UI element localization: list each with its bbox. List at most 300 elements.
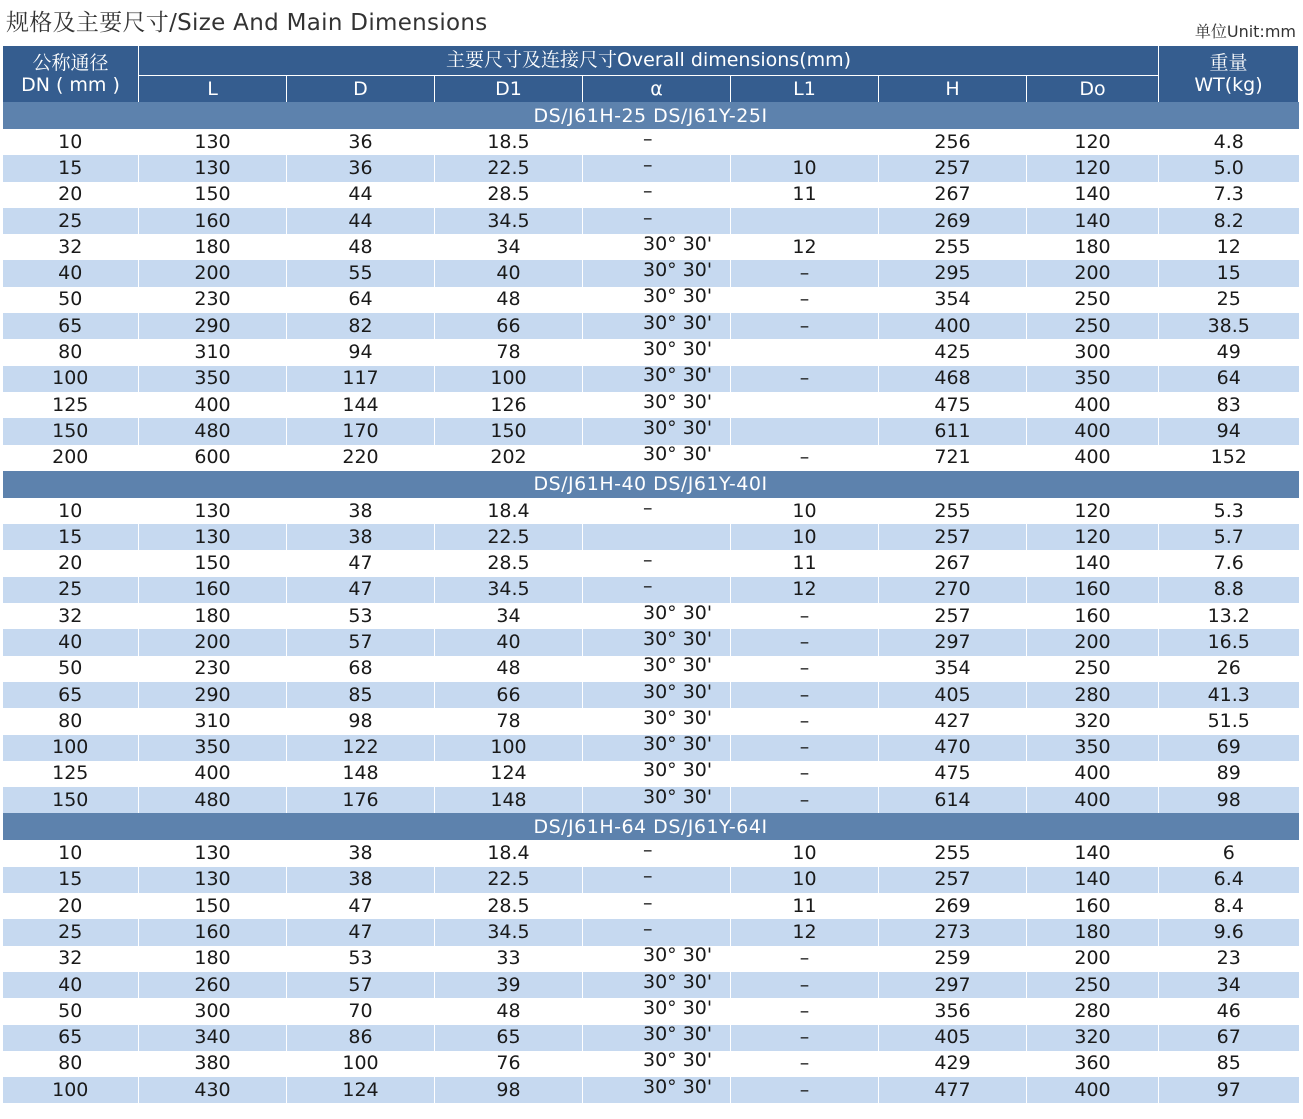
- table-cell: 66: [435, 313, 583, 339]
- table-cell: 255: [879, 498, 1027, 524]
- table-cell: 176: [287, 787, 435, 813]
- section-title-group: [3, 813, 1299, 840]
- table-cell: –: [731, 260, 879, 286]
- table-cell: 12: [1159, 234, 1299, 260]
- table-cell: –: [731, 603, 879, 629]
- table-cell: 12: [731, 234, 879, 260]
- table-row: [3, 445, 1299, 471]
- table-cell: [583, 129, 731, 155]
- alpha-value: 30° 30': [643, 1050, 713, 1072]
- table-cell: 57: [287, 972, 435, 998]
- table-cell: 89: [1159, 761, 1299, 787]
- table-cell: 18.4: [435, 498, 583, 524]
- table-cell: 11: [731, 182, 879, 208]
- table-cell: 25: [3, 208, 139, 234]
- table-cell: 100: [287, 1051, 435, 1077]
- table-cell: 297: [879, 629, 1027, 655]
- section-title-row: [3, 471, 1299, 498]
- table-cell: 120: [1027, 498, 1159, 524]
- table-cell: 148: [435, 787, 583, 813]
- table-row: [3, 287, 1299, 313]
- table-cell: [731, 339, 879, 365]
- table-cell: 94: [287, 339, 435, 365]
- table-cell: 200: [139, 260, 287, 286]
- alpha-value: –: [643, 155, 653, 176]
- table-cell: 38.5: [1159, 313, 1299, 339]
- table-cell: 180: [1027, 234, 1159, 260]
- table-cell: 51.5: [1159, 708, 1299, 734]
- table-cell: 120: [1027, 129, 1159, 155]
- table-cell: [583, 445, 731, 471]
- section-title-row: [3, 102, 1299, 129]
- alpha-value: 30° 30': [643, 681, 713, 703]
- section-title: DS/J61H-40 DS/J61Y-40I: [3, 471, 1299, 498]
- column-header-h: H: [879, 76, 1027, 103]
- table-cell: 259: [879, 946, 1027, 972]
- table-cell: [583, 787, 731, 813]
- table-cell: –: [731, 366, 879, 392]
- table-cell: 40: [3, 972, 139, 998]
- table-cell: 430: [139, 1077, 287, 1103]
- table-cell: 400: [139, 392, 287, 418]
- table-cell: 40: [3, 629, 139, 655]
- table-cell: 290: [139, 682, 287, 708]
- table-cell: 34.5: [435, 919, 583, 945]
- table-cell: 94: [1159, 418, 1299, 444]
- table-cell: 48: [435, 287, 583, 313]
- table-cell: 98: [287, 708, 435, 734]
- table-cell: 475: [879, 392, 1027, 418]
- alpha-value: 30° 30': [643, 286, 713, 308]
- table-cell: 273: [879, 919, 1027, 945]
- table-cell: 6: [1159, 840, 1299, 866]
- table-cell: 180: [139, 946, 287, 972]
- table-cell: 64: [1159, 366, 1299, 392]
- table-cell: 267: [879, 182, 1027, 208]
- table-cell: 64: [287, 287, 435, 313]
- table-cell: 468: [879, 366, 1027, 392]
- section-1: [3, 498, 1299, 814]
- alpha-value: –: [643, 840, 653, 862]
- table-cell: 67: [1159, 1025, 1299, 1051]
- table-cell: –: [731, 735, 879, 761]
- table-cell: 202: [435, 445, 583, 471]
- table-cell: 250: [1027, 656, 1159, 682]
- table-cell: [583, 339, 731, 365]
- alpha-value: 30° 30': [643, 339, 713, 361]
- table-cell: 320: [1027, 708, 1159, 734]
- table-cell: 125: [3, 392, 139, 418]
- table-cell: 86: [287, 1025, 435, 1051]
- table-cell: 97: [1159, 1077, 1299, 1103]
- alpha-value: –: [643, 181, 653, 203]
- table-cell: 53: [287, 946, 435, 972]
- table-cell: 65: [435, 1025, 583, 1051]
- table-cell: 180: [1027, 919, 1159, 945]
- table-cell: 34: [435, 234, 583, 260]
- table-cell: 47: [287, 577, 435, 603]
- table-cell: 8.4: [1159, 893, 1299, 919]
- table-cell: 100: [3, 1077, 139, 1103]
- nominal-diameter-header: [3, 46, 139, 102]
- table-cell: 475: [879, 761, 1027, 787]
- section-title-row: [3, 813, 1299, 840]
- table-cell: 70: [287, 998, 435, 1024]
- table-cell: 25: [3, 919, 139, 945]
- table-cell: 122: [287, 735, 435, 761]
- table-cell: [583, 366, 731, 392]
- table-cell: 10: [731, 498, 879, 524]
- table-row: [3, 840, 1299, 866]
- table-cell: 148: [287, 761, 435, 787]
- table-cell: 47: [287, 550, 435, 576]
- table-cell: [583, 840, 731, 866]
- table-cell: 10: [731, 155, 879, 181]
- table-row: [3, 234, 1299, 260]
- table-cell: [583, 498, 731, 524]
- table-row: [3, 972, 1299, 998]
- table-cell: [583, 893, 731, 919]
- alpha-value: 30° 30': [643, 234, 713, 255]
- table-cell: 65: [3, 682, 139, 708]
- table-cell: [583, 1025, 731, 1051]
- table-cell: 47: [287, 893, 435, 919]
- table-cell: 140: [1027, 208, 1159, 234]
- table-cell: 257: [879, 603, 1027, 629]
- table-row: [3, 1051, 1299, 1077]
- table-cell: 480: [139, 787, 287, 813]
- table-cell: 80: [3, 708, 139, 734]
- table-row: [3, 629, 1299, 655]
- table-cell: –: [731, 287, 879, 313]
- table-cell: 250: [1027, 313, 1159, 339]
- table-cell: 48: [287, 234, 435, 260]
- table-row: [3, 208, 1299, 234]
- table-cell: 310: [139, 708, 287, 734]
- table-cell: 34.5: [435, 577, 583, 603]
- alpha-value: –: [643, 893, 653, 914]
- table-cell: 44: [287, 182, 435, 208]
- table-cell: 256: [879, 129, 1027, 155]
- weight-header: [1159, 46, 1299, 102]
- table-cell: [583, 234, 731, 260]
- table-cell: 25: [3, 577, 139, 603]
- table-cell: 10: [731, 840, 879, 866]
- table-cell: 25: [1159, 287, 1299, 313]
- table-cell: 295: [879, 260, 1027, 286]
- table-cell: 269: [879, 893, 1027, 919]
- table-cell: 140: [1027, 867, 1159, 893]
- table-cell: [583, 392, 731, 418]
- table-cell: 20: [3, 893, 139, 919]
- table-cell: 380: [139, 1051, 287, 1077]
- table-cell: 83: [1159, 392, 1299, 418]
- table-cell: 269: [879, 208, 1027, 234]
- table-cell: [583, 998, 731, 1024]
- table-cell: 300: [1027, 339, 1159, 365]
- table-cell: 350: [1027, 735, 1159, 761]
- table-cell: 5.3: [1159, 498, 1299, 524]
- table-cell: [583, 867, 731, 893]
- table-cell: 200: [3, 445, 139, 471]
- table-row: [3, 129, 1299, 155]
- table-cell: 28.5: [435, 550, 583, 576]
- table-cell: 280: [1027, 998, 1159, 1024]
- table-cell: 85: [287, 682, 435, 708]
- table-row: [3, 313, 1299, 339]
- table-cell: 36: [287, 129, 435, 155]
- table-cell: [583, 946, 731, 972]
- table-cell: [731, 418, 879, 444]
- table-cell: [583, 761, 731, 787]
- table-cell: [583, 524, 731, 550]
- table-cell: 160: [1027, 893, 1159, 919]
- table-cell: 160: [139, 919, 287, 945]
- table-cell: 350: [139, 366, 287, 392]
- alpha-value: 30° 30': [643, 1077, 713, 1098]
- table-cell: 150: [3, 787, 139, 813]
- table-cell: 15: [3, 867, 139, 893]
- table-cell: 120: [1027, 524, 1159, 550]
- table-cell: 22.5: [435, 155, 583, 181]
- table-cell: 10: [731, 867, 879, 893]
- table-row: [3, 603, 1299, 629]
- table-cell: 152: [1159, 445, 1299, 471]
- table-row: [3, 708, 1299, 734]
- table-cell: 130: [139, 129, 287, 155]
- table-cell: 230: [139, 656, 287, 682]
- table-cell: [731, 392, 879, 418]
- table-cell: 100: [3, 735, 139, 761]
- table-cell: 4.8: [1159, 129, 1299, 155]
- table-row: [3, 761, 1299, 787]
- table-cell: 100: [435, 735, 583, 761]
- table-cell: 85: [1159, 1051, 1299, 1077]
- table-cell: 98: [1159, 787, 1299, 813]
- table-cell: 470: [879, 735, 1027, 761]
- alpha-value: –: [643, 919, 653, 940]
- table-cell: 69: [1159, 735, 1299, 761]
- table-cell: 16.5: [1159, 629, 1299, 655]
- table-row: [3, 656, 1299, 682]
- table-cell: 50: [3, 287, 139, 313]
- table-cell: 144: [287, 392, 435, 418]
- nominal-diameter-label-cn: 公称通径: [32, 52, 109, 74]
- column-header-l: L: [139, 76, 287, 103]
- table-cell: 66: [435, 682, 583, 708]
- alpha-value: 30° 30': [643, 629, 713, 650]
- table-cell: 130: [139, 840, 287, 866]
- alpha-value: 30° 30': [643, 945, 713, 967]
- table-row: [3, 735, 1299, 761]
- table-cell: [583, 656, 731, 682]
- table-cell: [731, 208, 879, 234]
- table-cell: 360: [1027, 1051, 1159, 1077]
- table-cell: 297: [879, 972, 1027, 998]
- table-cell: [583, 1051, 731, 1077]
- table-cell: 12: [731, 577, 879, 603]
- table-cell: 150: [139, 893, 287, 919]
- table-cell: 255: [879, 234, 1027, 260]
- table-cell: 257: [879, 867, 1027, 893]
- table-cell: 23: [1159, 946, 1299, 972]
- table-cell: 400: [879, 313, 1027, 339]
- table-cell: 400: [1027, 1077, 1159, 1103]
- table-cell: 220: [287, 445, 435, 471]
- table-cell: 160: [1027, 577, 1159, 603]
- table-cell: 6.4: [1159, 867, 1299, 893]
- table-row: [3, 919, 1299, 945]
- table-cell: 15: [3, 524, 139, 550]
- table-cell: 38: [287, 524, 435, 550]
- table-cell: 477: [879, 1077, 1027, 1103]
- table-cell: 34.5: [435, 208, 583, 234]
- table-cell: 7.6: [1159, 550, 1299, 576]
- table-cell: 38: [287, 867, 435, 893]
- table-row: [3, 498, 1299, 524]
- table-cell: 26: [1159, 656, 1299, 682]
- table-cell: 400: [1027, 418, 1159, 444]
- table-cell: 250: [1027, 287, 1159, 313]
- table-cell: 98: [435, 1077, 583, 1103]
- table-cell: 611: [879, 418, 1027, 444]
- table-cell: 65: [3, 313, 139, 339]
- table-cell: 18.4: [435, 840, 583, 866]
- table-cell: –: [731, 656, 879, 682]
- section-title-group: [3, 471, 1299, 498]
- table-cell: –: [731, 761, 879, 787]
- section-2: [3, 840, 1299, 1103]
- table-cell: 427: [879, 708, 1027, 734]
- table-cell: 28.5: [435, 893, 583, 919]
- table-cell: 38: [287, 498, 435, 524]
- alpha-value: 30° 30': [643, 708, 713, 729]
- table-cell: 250: [1027, 972, 1159, 998]
- table-cell: 34: [435, 603, 583, 629]
- table-cell: 600: [139, 445, 287, 471]
- table-cell: 180: [139, 234, 287, 260]
- table-cell: 140: [1027, 550, 1159, 576]
- table-cell: 65: [3, 1025, 139, 1051]
- table-cell: 34: [1159, 972, 1299, 998]
- table-cell: 200: [139, 629, 287, 655]
- table-row: [3, 946, 1299, 972]
- table-cell: 400: [1027, 445, 1159, 471]
- table-cell: 50: [3, 656, 139, 682]
- table-cell: [583, 919, 731, 945]
- table-cell: 130: [139, 867, 287, 893]
- table-cell: 41.3: [1159, 682, 1299, 708]
- alpha-value: 30° 30': [643, 1024, 713, 1046]
- column-header-l1: L1: [731, 76, 879, 103]
- table-row: [3, 867, 1299, 893]
- alpha-value: –: [643, 550, 653, 572]
- table-cell: 40: [435, 629, 583, 655]
- table-row: [3, 787, 1299, 813]
- table-cell: [583, 577, 731, 603]
- table-row: [3, 339, 1299, 365]
- table-row: [3, 418, 1299, 444]
- table-cell: [583, 260, 731, 286]
- table-cell: 10: [3, 498, 139, 524]
- table-cell: 13.2: [1159, 603, 1299, 629]
- table-cell: 150: [139, 550, 287, 576]
- table-row: [3, 1025, 1299, 1051]
- alpha-value: 30° 30': [643, 998, 713, 1019]
- table-cell: 160: [139, 577, 287, 603]
- table-cell: 20: [3, 550, 139, 576]
- table-cell: 160: [1027, 603, 1159, 629]
- table-cell: –: [731, 682, 879, 708]
- alpha-value: –: [643, 866, 653, 888]
- alpha-value: –: [643, 576, 653, 598]
- table-cell: [731, 129, 879, 155]
- table-cell: 11: [731, 893, 879, 919]
- table-cell: 47: [287, 919, 435, 945]
- table-cell: 350: [1027, 366, 1159, 392]
- table-cell: 32: [3, 234, 139, 260]
- table-cell: 5.7: [1159, 524, 1299, 550]
- table-cell: 22.5: [435, 524, 583, 550]
- table-cell: 78: [435, 708, 583, 734]
- alpha-value: 30° 30': [643, 655, 713, 677]
- alpha-value: 30° 30': [643, 418, 713, 439]
- table-cell: 40: [3, 260, 139, 286]
- dimensions-table: [2, 46, 1299, 1103]
- table-cell: 170: [287, 418, 435, 444]
- table-cell: –: [731, 313, 879, 339]
- table-cell: 356: [879, 998, 1027, 1024]
- table-cell: [583, 313, 731, 339]
- table-row: [3, 524, 1299, 550]
- table-cell: 12: [731, 919, 879, 945]
- table-row: [3, 577, 1299, 603]
- table-cell: 257: [879, 524, 1027, 550]
- table-cell: 18.5: [435, 129, 583, 155]
- table-cell: [583, 972, 731, 998]
- table-cell: 400: [1027, 761, 1159, 787]
- table-cell: [583, 550, 731, 576]
- table-row: [3, 392, 1299, 418]
- table-cell: 405: [879, 682, 1027, 708]
- table-cell: 350: [139, 735, 287, 761]
- table-cell: 15: [1159, 260, 1299, 286]
- table-cell: 130: [139, 524, 287, 550]
- column-header-d: D: [287, 76, 435, 103]
- table-cell: 80: [3, 1051, 139, 1077]
- table-cell: 32: [3, 603, 139, 629]
- table-row: [3, 550, 1299, 576]
- alpha-value: 30° 30': [643, 971, 713, 993]
- table-cell: 8.8: [1159, 577, 1299, 603]
- alpha-value: 30° 30': [643, 444, 713, 466]
- table-cell: –: [731, 998, 879, 1024]
- alpha-value: 30° 30': [643, 787, 713, 808]
- table-cell: –: [731, 972, 879, 998]
- table-cell: 82: [287, 313, 435, 339]
- table-cell: 55: [287, 260, 435, 286]
- table-cell: 405: [879, 1025, 1027, 1051]
- table-row: [3, 893, 1299, 919]
- page-title: 规格及主要尺寸/Size And Main Dimensions: [6, 10, 488, 36]
- table-cell: 180: [139, 603, 287, 629]
- table-cell: 36: [287, 155, 435, 181]
- alpha-value: –: [643, 497, 653, 519]
- table-cell: –: [731, 1077, 879, 1103]
- table-cell: 7.3: [1159, 182, 1299, 208]
- table-row: [3, 682, 1299, 708]
- nominal-diameter-label-en: DN ( mm ): [21, 74, 120, 96]
